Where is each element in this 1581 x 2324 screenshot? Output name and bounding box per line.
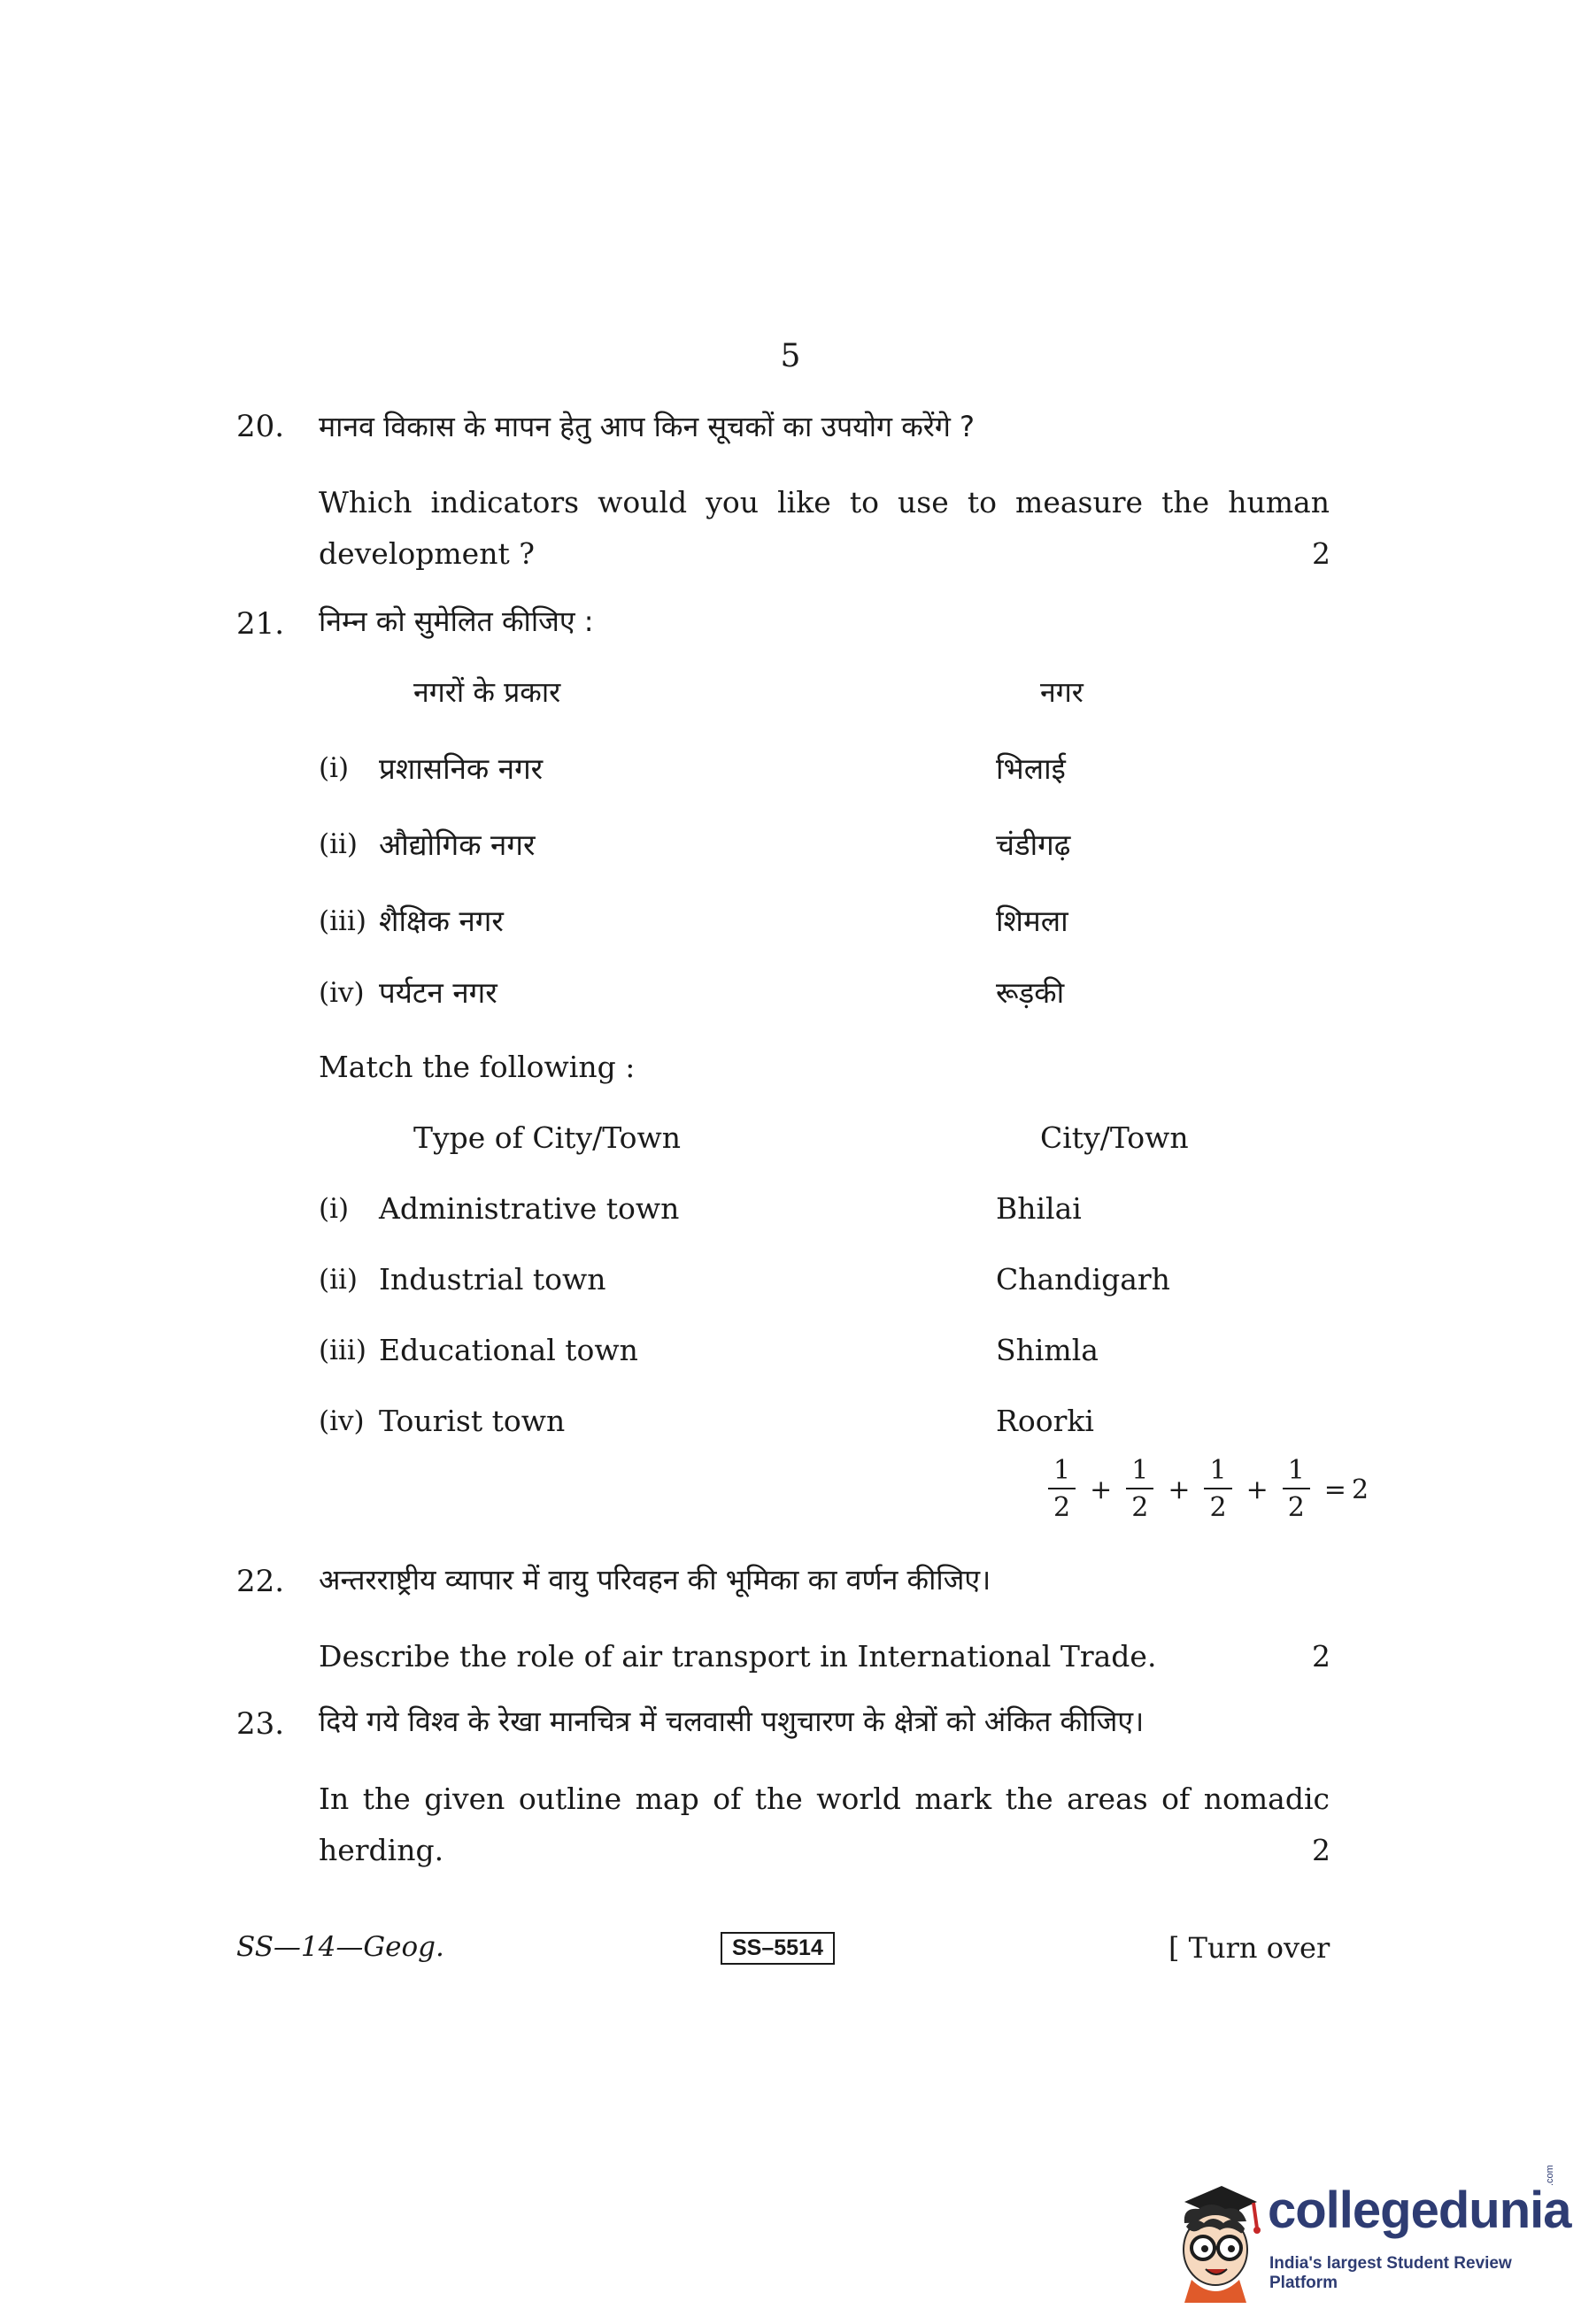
row-roman: (iii) — [319, 905, 366, 937]
column-header-type: नगरों के प्रकार — [413, 675, 561, 709]
row-roman: (i) — [319, 1193, 350, 1225]
question-text-english: In the given outline map of the world mark the areas of nomadic — [319, 1781, 1330, 1816]
question-text-english-cont: development ? — [319, 536, 535, 571]
question-text-hindi: मानव विकास के मापन हेतु आप किन सूचकों का उपयोग करेंगे ? — [319, 410, 976, 443]
row-roman: (iii) — [319, 1335, 366, 1366]
footer-booklet-code: SS–5514 — [721, 1932, 835, 1965]
plus-sign: + — [1246, 1474, 1269, 1505]
question-number: 22. — [236, 1564, 285, 1599]
question-text-english: Which indicators would you like to use to measure the human — [319, 485, 1330, 519]
row-city: भिलाई — [996, 751, 1066, 786]
row-city: Shimla — [996, 1333, 1099, 1367]
question-marks: 2 — [1312, 1639, 1330, 1674]
question-number: 23. — [236, 1706, 285, 1742]
row-city: Roorki — [996, 1404, 1094, 1438]
row-roman: (ii) — [319, 1264, 359, 1296]
row-city: Chandigarh — [996, 1262, 1170, 1297]
row-roman: (ii) — [319, 828, 359, 860]
row-roman: (i) — [319, 752, 350, 784]
row-roman: (iv) — [319, 977, 365, 1009]
row-type: पर्यटन नगर — [379, 975, 497, 1010]
question-text-english: Match the following : — [319, 1050, 636, 1084]
logo-tagline: India's largest Student Review Platform — [1269, 2254, 1512, 2292]
row-type: Administrative town — [379, 1191, 680, 1226]
page-number: 5 — [780, 338, 801, 374]
question-text-english-cont: herding. — [319, 1833, 444, 1867]
fraction: $\frac{1}{2}$ — [1126, 1458, 1153, 1521]
row-city: रूड़की — [996, 975, 1065, 1010]
equals-sign: = — [1323, 1474, 1346, 1505]
row-type: Industrial town — [379, 1262, 606, 1297]
column-header-type: Type of City/Town — [413, 1120, 682, 1155]
footer-turn-over: [ Turn over — [1168, 1931, 1330, 1965]
row-type: औद्योगिक नगर — [379, 827, 536, 862]
marks-breakdown — [1045, 1455, 1369, 1523]
fraction: $\frac{1}{2}$ — [1048, 1458, 1076, 1521]
question-marks: 2 — [1351, 1474, 1369, 1505]
row-type: Educational town — [379, 1333, 638, 1367]
question-text-english: Describe the role of air transport in International Trade. — [319, 1639, 1157, 1674]
question-number: 21. — [236, 606, 285, 642]
question-number: 20. — [236, 409, 285, 444]
question-text-hindi: अन्तरराष्ट्रीय व्यापार में वायु परिवहन की भूमिका का वर्णन कीजिए। — [319, 1563, 991, 1597]
column-header-city: City/Town — [1040, 1120, 1189, 1155]
fraction: $\frac{1}{2}$ — [1204, 1458, 1231, 1521]
question-marks: 2 — [1312, 1833, 1330, 1867]
row-city: Bhilai — [996, 1191, 1082, 1226]
row-type: प्रशासनिक नगर — [379, 751, 544, 786]
row-roman: (iv) — [319, 1405, 365, 1437]
footer-paper-code: SS—14—Geog. — [236, 1931, 444, 1963]
question-text-hindi: निम्न को सुमेलित कीजिए : — [319, 604, 594, 638]
plus-sign: + — [1090, 1474, 1113, 1505]
row-city: शिमला — [996, 904, 1068, 938]
fraction: $\frac{1}{2}$ — [1283, 1458, 1310, 1521]
column-header-city: नगर — [1040, 675, 1084, 709]
row-type: शैक्षिक नगर — [379, 904, 504, 938]
logo-domain-suffix: .com — [1545, 2165, 1555, 2186]
question-text-hindi: दिये गये विश्व के रेखा मानचित्र में चलवासी पशुचारण के क्षेत्रों को अंकित कीजिए। — [319, 1705, 1145, 1738]
logo-brand-text: collegedunia — [1268, 2182, 1571, 2239]
question-marks: 2 — [1312, 536, 1330, 571]
plus-sign: + — [1168, 1474, 1191, 1505]
row-type: Tourist town — [379, 1404, 566, 1438]
row-city: चंडीगढ़ — [996, 827, 1071, 862]
